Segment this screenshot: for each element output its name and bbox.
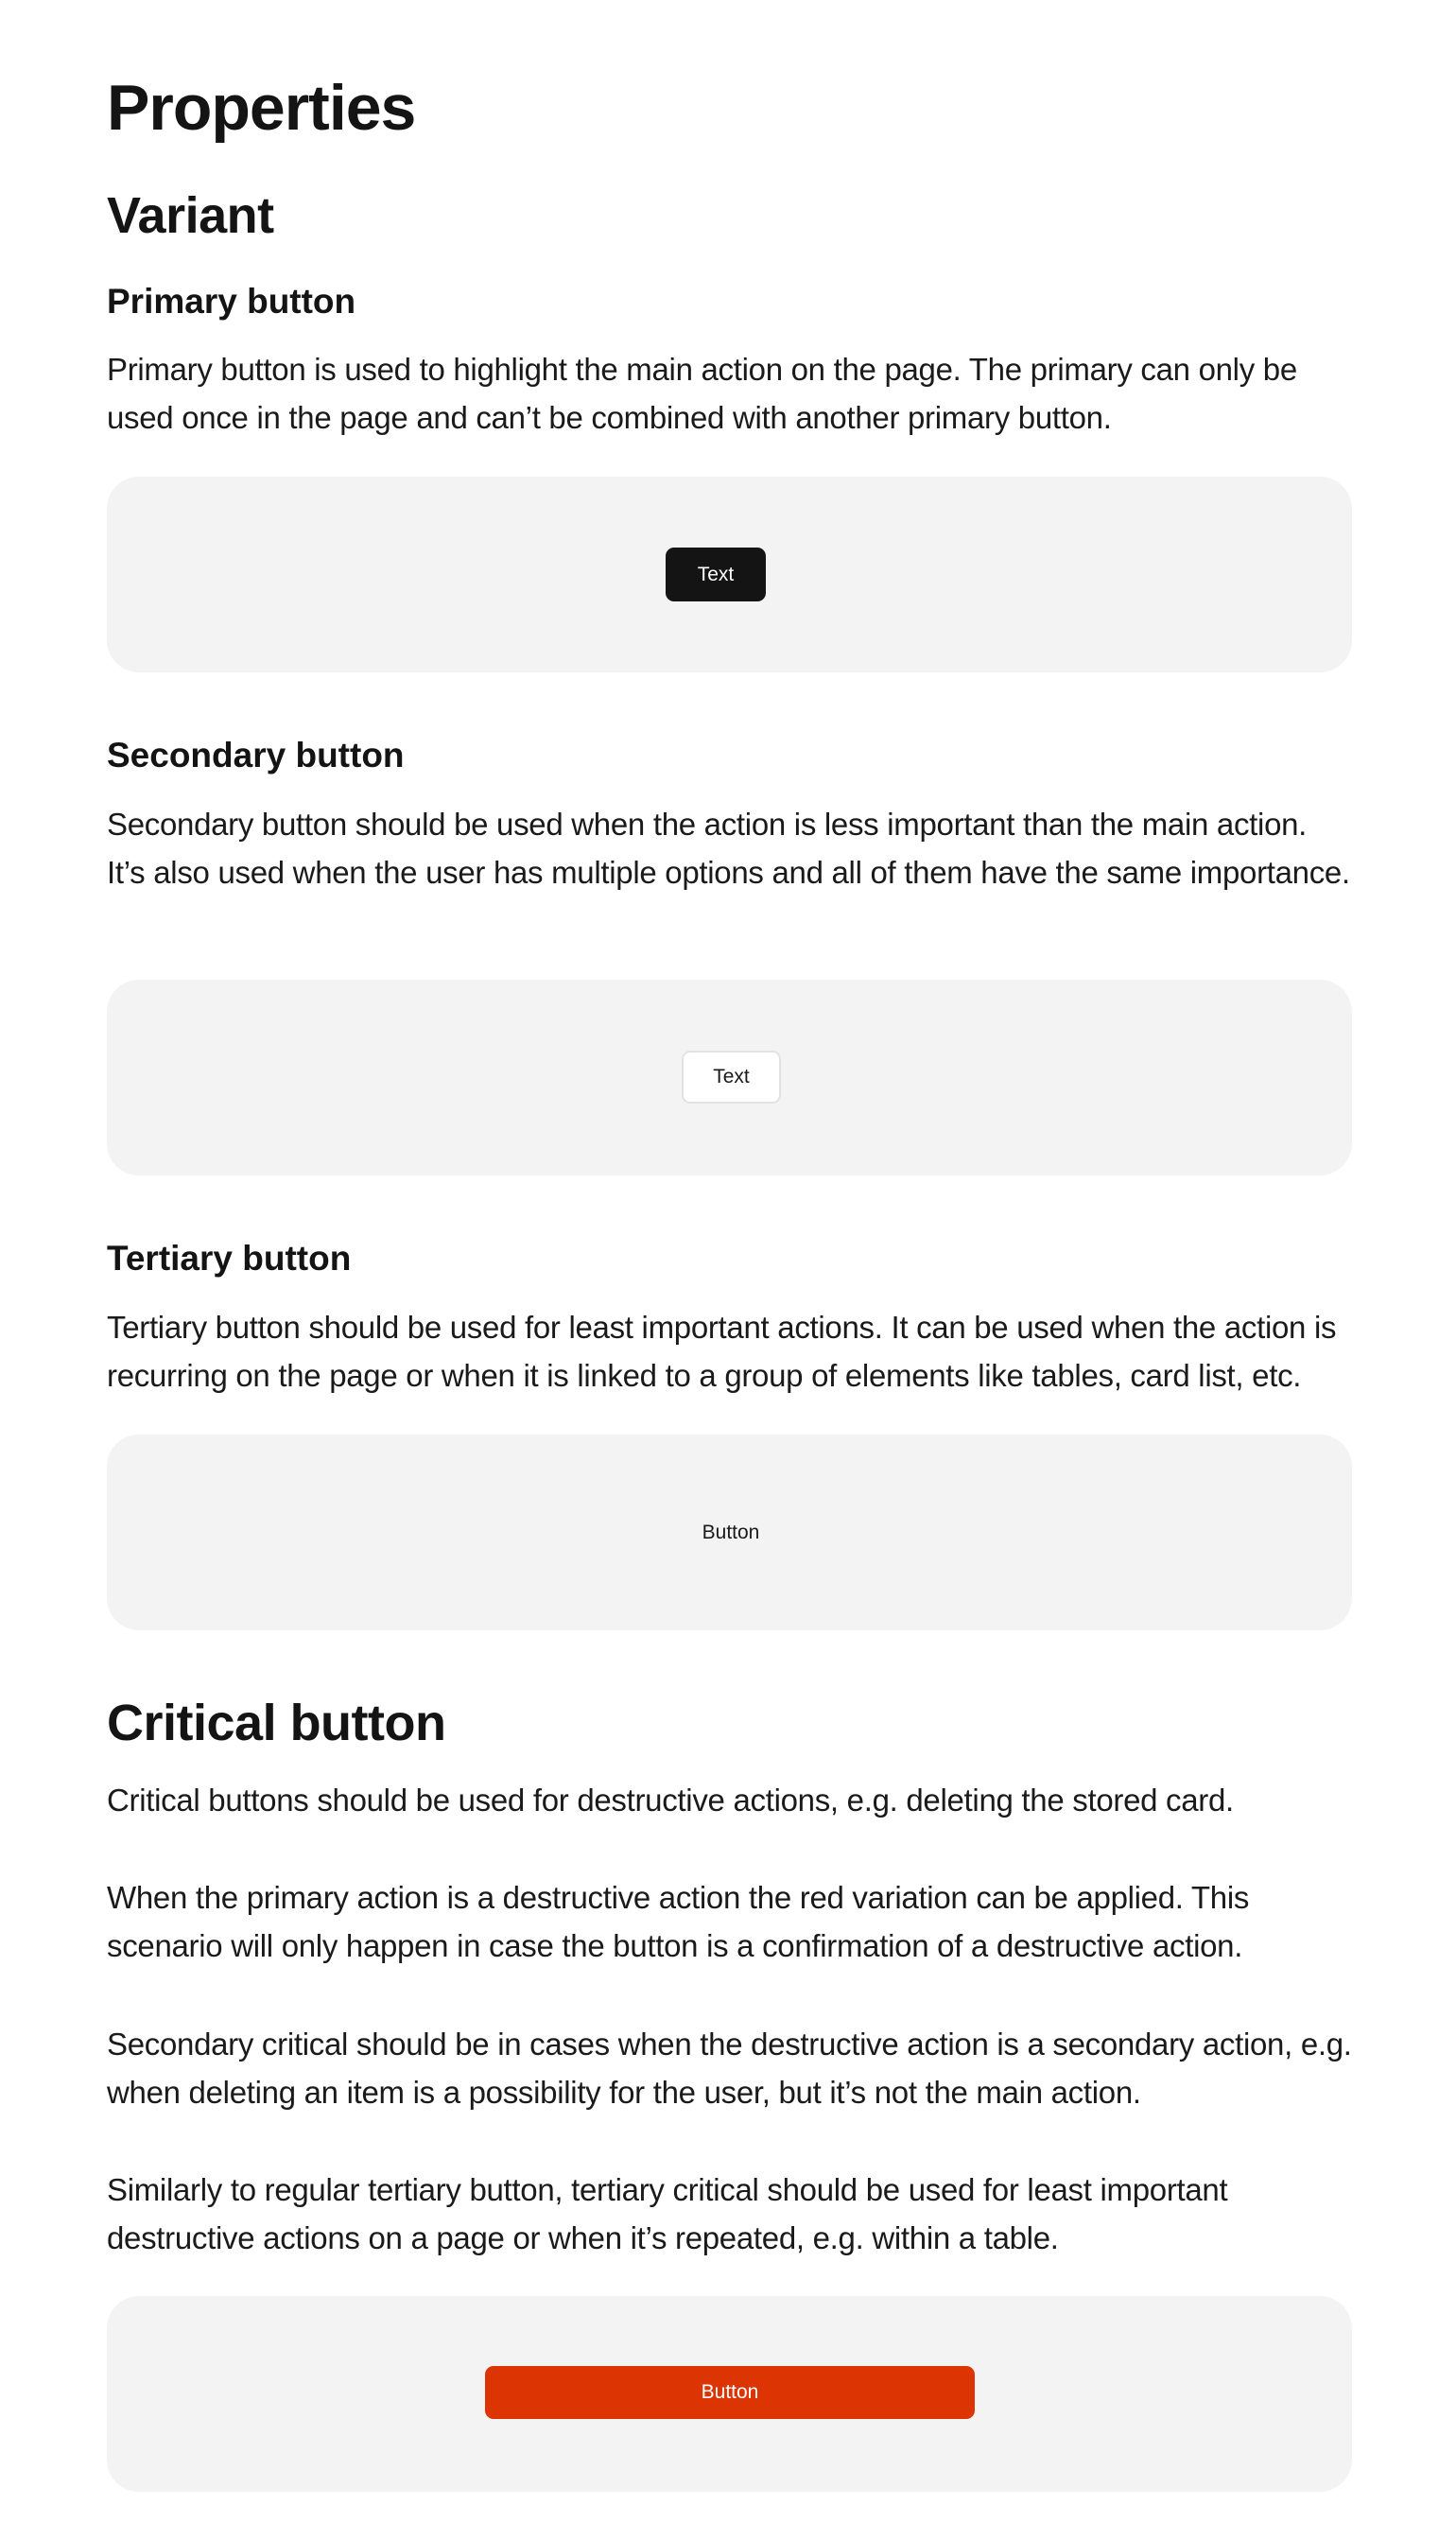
critical-heading: Critical button (107, 1695, 446, 1751)
secondary-button[interactable]: Text (682, 1051, 781, 1104)
primary-button-description: Primary button is used to highlight the main action on the page. The primary can only be used once in the page and can’t be combined with another primary button. (107, 352, 1297, 435)
critical-button-demo (107, 2296, 1352, 2492)
primary-button-heading: Primary button (107, 282, 356, 321)
secondary-button-heading: Secondary button (107, 736, 405, 774)
secondary-button-demo (107, 980, 1352, 1175)
primary-button[interactable]: Text (666, 548, 766, 601)
critical-paragraph-3: Secondary critical should be in cases when the destructive action is a secondary action, e.g. when deleting an item is a possibility for the user, but it’s not the main action. (107, 2027, 1352, 2110)
critical-paragraph-2: When the primary action is a destructive action the red variation can be applied. This scenario will only happen in case the button is a confirmation of a destructive action. (107, 1880, 1250, 1963)
tertiary-button-description: Tertiary button should be used for least important actions. It can be used when the action is recurring on the page or when it is linked to a group of elements like tables, card list, etc. (107, 1310, 1337, 1393)
secondary-button-description: Secondary button should be used when the action is less important than the main action. It’s also used when the user has multiple options and all of them have the same importance. (107, 807, 1350, 890)
tertiary-button-heading: Tertiary button (107, 1239, 352, 1278)
variant-heading: Variant (107, 187, 274, 244)
tertiary-button[interactable]: Button (702, 1522, 760, 1543)
primary-button-demo (107, 477, 1352, 672)
critical-paragraph-4: Similarly to regular tertiary button, tertiary critical should be used for least important destructive actions on a page or when it’s repeated, e.g. within a table. (107, 2172, 1228, 2255)
critical-button[interactable]: Button (485, 2366, 975, 2419)
page-title: Properties (107, 72, 416, 144)
critical-paragraph-1: Critical buttons should be used for destructive actions, e.g. deleting the stored card. (107, 1783, 1234, 1818)
tertiary-button-demo (107, 1435, 1352, 1630)
